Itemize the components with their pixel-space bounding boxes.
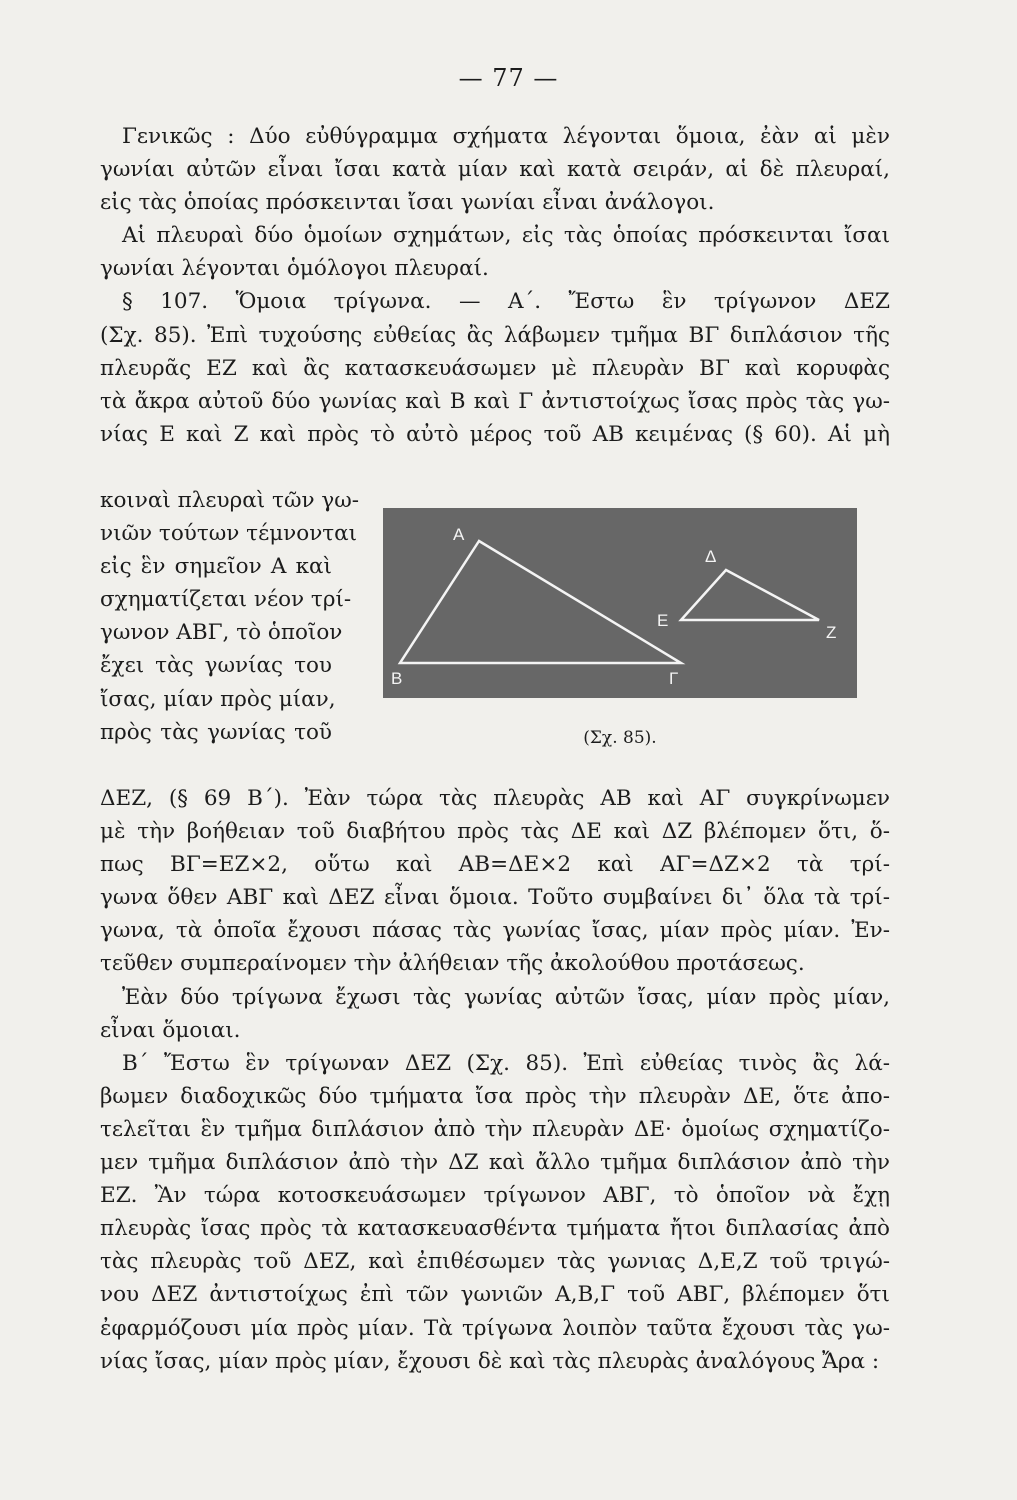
proposition-line: Ἐὰν δύο τρίγωνα ἔχωσι τὰς γωνίας αὐτῶν ἴσας, μίαν πρὸς μίαν, [122,984,890,1010]
text-line: βωμεν διαδοχικῶς δύο τμήματα ἴσα πρὸς τὴν πλευρὰν ΔΕ, ὅτε ἀπο- [100,1083,890,1109]
text-line: ἴσας, μίαν πρὸς μίαν, [100,686,336,712]
text-line: γωνα ὅθεν ΑΒΓ καὶ ΔΕΖ εἶναι ὅμοια. Τοῦτο συμβαίνει δι᾽ ὅλα τὰ τρί- [100,885,890,911]
text-line: κοιναὶ πλευραὶ τῶν γω- [100,488,360,513]
label-g: Γ [669,669,679,688]
text-line: Γενικῶς : Δύο εὐθύγραμμα σχήματα λέγονται ὅμοια, ἐὰν αἱ μὲν [122,124,890,149]
text-line: γωνα, τὰ ὁποῖα ἔχουσι πάσας τὰς γωνίας ἴσας, μίαν πρὸς μίαν. Ἐν- [100,918,890,944]
text-line: Β΄ Ἔστω ἓν τρίγωναν ΔΕΖ (Σχ. 85). Ἐπὶ εὐθείας τινὸς ἂς λά- [122,1050,890,1076]
label-a: Α [453,525,465,544]
label-e: Ε [657,611,669,630]
text-line: γωνον ΑΒΓ, τὸ ὁποῖον [100,620,343,646]
text-line: ἔχει τὰς γωνίας του [100,653,332,679]
label-b: Β [391,669,403,688]
proposition-line: εἶναι ὅμοιαι. [100,1017,241,1043]
figure-caption: (Σχ. 85). [583,728,657,748]
text-line: πρὸς τὰς γωνίας τοῦ [100,719,332,745]
text-line: ἐφαρμόζουσι μία πρὸς μίαν. Τὰ τρίγωνα λοιπὸν ταῦτα ἔχουσι τὰς γω- [100,1315,890,1341]
page-number: — 77 — [458,64,559,92]
text-line: (Σχ. 85). Ἐπὶ τυχούσης εὐθείας ἂς λάβωμεν τμῆμα ΒΓ διπλάσιον τῆς [100,322,890,348]
triangle-dez [681,570,819,620]
text-line: πλευρὰς ἴσας πρὸς τὰ κατασκευασθέντα τμήματα ἤτοι διπλασίας ἀπὸ [100,1216,890,1242]
text-line: τὰς πλευρὰς τοῦ ΔΕΖ, καὶ ἐπιθέσωμεν τὰς γωνιας Δ,Ε,Ζ τοῦ τριγώ- [100,1249,890,1275]
text-line: ΔΕΖ, (§ 69 Β΄). Ἐὰν τώρα τὰς πλευρὰς ΑΒ καὶ ΑΓ συγκρίνωμεν [100,786,890,811]
text-line: τεῦθεν συμπεραίνομεν τὴν ἀλήθειαν τῆς ἀκολούθου προτάσεως. [100,951,805,977]
figure-85-triangles [383,508,857,698]
label-d: Δ [705,547,717,566]
text-line: μεν τμῆμα διπλάσιον ἀπὸ τὴν ΔΖ καὶ ἄλλο τμῆμα διπλάσιον ἀπὸ τὴν [100,1150,890,1176]
label-z: Ζ [826,623,837,642]
section-heading-line: § 107. Ὅμοια τρίγωνα. — Α΄. Ἔστω ἓν τρίγωνον ΔΕΖ [122,289,890,315]
triangles-diagram [383,508,857,698]
text-line: νίας Ε καὶ Ζ καὶ πρὸς τὸ αὐτὸ μέρος τοῦ ΑΒ κειμένας (§ 60). Αἱ μὴ [100,421,890,447]
text-line: γωνίαι αὐτῶν εἶναι ἴσαι κατὰ μίαν καὶ κατὰ σειράν, αἱ δὲ πλευραί, [100,157,890,183]
text-line: νου ΔΕΖ ἀντιστοίχως ἐπὶ τῶν γωνιῶν Α,Β,Γ τοῦ ΑΒΓ, βλέπομεν ὅτι [100,1282,890,1308]
text-line: Αἱ πλευραὶ δύο ὁμοίων σχημάτων, εἰς τὰς ὁποίας πρόσκεινται ἴσαι [122,223,890,249]
text-line: πως ΒΓ=ΕΖ×2, οὕτω καὶ ΑΒ=ΔΕ×2 καὶ ΑΓ=ΔΖ×2 τὰ τρί- [100,852,890,878]
triangle-abg [400,541,681,663]
text-line: τελεῖται ἓν τμῆμα διπλάσιον ἀπὸ τὴν πλευρὰν ΔΕ· ὁμοίως σχηματίζο- [100,1116,890,1142]
paragraph-block-2 [100,782,890,1378]
text-line: ΕΖ. Ἂν τώρα κοτοσκευάσωμεν τρίγωνον ΑΒΓ, τὸ ὁποῖον νὰ ἔχῃ [100,1183,890,1209]
text-line: σχηματίζεται νέον τρί- [100,587,352,613]
text-line: τὰ ἄκρα αὐτοῦ δύο γωνίας καὶ Β καὶ Γ ἀντιστοίχως ἴσας πρὸς τὰς γω- [100,388,890,414]
text-line: εἰς ἓν σημεῖον Α καὶ [100,554,332,580]
paragraph-block-1 [100,120,890,451]
text-line: πλευρᾶς ΕΖ καὶ ἂς κατασκευάσωμεν μὲ πλευρὰν ΒΓ καὶ κορυφὰς [100,355,890,381]
text-line: νίας ἴσας, μίαν πρὸς μίαν, ἔχουσι δὲ καὶ τὰς πλευρὰς ἀναλόγους Ἄρα : [100,1348,880,1374]
text-line: μὲ τὴν βοήθειαν τοῦ διαβήτου πρὸς τὰς ΔΕ καὶ ΔΖ βλέπομεν ὅτι, ὅ- [100,819,890,845]
text-line: γωνίαι λέγονται ὁμόλογοι πλευραί. [100,256,489,282]
text-line: νιῶν τούτων τέμνονται [100,521,358,547]
text-line: εἰς τὰς ὁποίας πρόσκεινται ἴσαι γωνίαι εἶναι ἀνάλογοι. [100,190,715,216]
